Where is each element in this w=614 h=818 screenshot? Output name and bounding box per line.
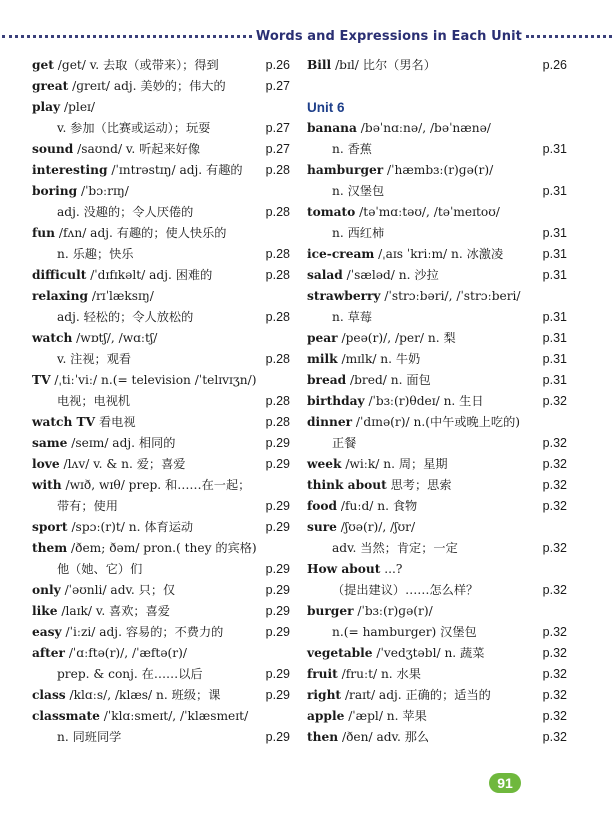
vocab-entry-text: dinner /ˈdɪnə(r)/ n.(中午或晚上吃的) [307, 415, 521, 429]
vocab-entry-text: 正餐 [332, 436, 357, 450]
vocab-entry [32, 202, 290, 223]
vocab-entry [32, 412, 290, 433]
page-reference: p.28 [265, 352, 290, 366]
page-reference: p.32 [542, 709, 567, 723]
vocab-entry [307, 643, 567, 664]
vocab-entry-text: relaxing /rɪˈlæksɪŋ/ [32, 289, 154, 303]
vocab-entry [32, 433, 290, 454]
page-reference: p.26 [265, 58, 290, 72]
vocab-entry [32, 538, 290, 559]
page-reference: p.32 [542, 457, 567, 471]
unit-heading [307, 97, 567, 118]
page-reference: p.31 [542, 184, 567, 198]
vocab-entry [307, 265, 567, 286]
vocab-entry [32, 349, 290, 370]
header-dotted-rule-left [2, 35, 252, 38]
vocab-entry [32, 181, 290, 202]
vocab-entry-text: great /ɡreɪt/ adj. 美妙的；伟大的 [32, 79, 226, 93]
vocab-entry-text: boring /ˈbɔːrɪŋ/ [32, 184, 129, 198]
headword: sport [32, 520, 68, 534]
vocab-entry [32, 475, 290, 496]
page-reference: p.32 [542, 646, 567, 660]
page-reference: p.31 [542, 268, 567, 282]
vocab-entry [307, 370, 567, 391]
headword: love [32, 457, 60, 471]
vocab-entry [307, 727, 567, 748]
vocab-entry [32, 76, 290, 97]
vocab-entry [307, 55, 567, 76]
page-reference: p.27 [265, 79, 290, 93]
headword: sure [307, 520, 337, 534]
page-reference: p.28 [265, 310, 290, 324]
vocab-entry-text: hamburger /ˈhæmbɜː(r)ɡə(r)/ [307, 163, 494, 177]
page-header [0, 24, 614, 48]
page-number: 91 [497, 775, 513, 791]
vocab-entry [32, 139, 290, 160]
vocab-entry-text: v. 参加（比赛或运动）；玩耍 [57, 121, 211, 135]
headword: watch TV [32, 415, 96, 429]
vocab-entry-text: like /laɪk/ v. 喜欢；喜爱 [32, 604, 170, 618]
headword: salad [307, 268, 343, 282]
vocab-entry [32, 286, 290, 307]
vocab-entry [307, 622, 567, 643]
page-reference: p.27 [265, 121, 290, 135]
page-reference: p.29 [265, 667, 290, 681]
header-title: Words and Expressions in Each Unit [255, 28, 522, 44]
vocab-entry [32, 307, 290, 328]
page-reference: p.32 [542, 667, 567, 681]
vocab-entry-text: watch /wɒtʃ/, /wɑːtʃ/ [32, 331, 158, 345]
vocab-entry [307, 202, 567, 223]
vocab-entry-text: only /ˈəʊnli/ adv. 只；仅 [32, 583, 176, 597]
headword: after [32, 646, 65, 660]
vocab-entry-text: （提出建议）……怎么样？ [332, 583, 479, 597]
vocab-entry-text: adj. 轻松的；令人放松的 [57, 310, 194, 324]
headword: milk [307, 352, 338, 366]
vocab-entry-text: classmate /ˈklɑːsmeɪt/, /ˈklæsmeɪt/ [32, 709, 249, 723]
vocab-entry [307, 706, 567, 727]
vocab-entry-text: tomato /təˈmɑːtəʊ/, /təˈmeɪtoʊ/ [307, 205, 500, 219]
vocab-entry [307, 328, 567, 349]
headword: easy [32, 625, 62, 639]
vocab-entry-text: then /ðen/ adv. 那么 [307, 730, 430, 744]
vocab-entry-text: v. 注视；观看 [57, 352, 132, 366]
vocab-entry-text: sound /saʊnd/ v. 听起来好像 [32, 142, 201, 156]
headword: interesting [32, 163, 108, 177]
vocab-entry-text: vegetable /ˈvedʒtəbl/ n. 蔬菜 [307, 646, 485, 660]
headword: only [32, 583, 61, 597]
vocab-entry-text: class /klɑːs/, /klæs/ n. 班级；课 [32, 688, 221, 702]
vocab-entry-text: bread /bred/ n. 面包 [307, 373, 431, 387]
page-reference: p.29 [265, 604, 290, 618]
vocab-entry-text: birthday /ˈbɜː(r)θdeɪ/ n. 生日 [307, 394, 484, 408]
vocab-entry [32, 328, 290, 349]
vocab-entry-text: easy /ˈiːzi/ adj. 容易的；不费力的 [32, 625, 224, 639]
vocab-entry [307, 244, 567, 265]
vocab-entry [307, 307, 567, 328]
page-reference: p.32 [542, 541, 567, 555]
page-reference: p.31 [542, 142, 567, 156]
headword: tomato [307, 205, 356, 219]
vocab-entry [307, 475, 567, 496]
page-reference: p.32 [542, 478, 567, 492]
vocab-entry-text: Bill /bɪl/ 比尔（男名） [307, 58, 436, 72]
unit-heading-text: Unit 6 [307, 100, 345, 115]
vocab-entry [32, 601, 290, 622]
headword: boring [32, 184, 78, 198]
vocab-entry-text: burger /ˈbɜː(r)ɡə(r)/ [307, 604, 433, 618]
vocab-entry-text: love /lʌv/ v. & n. 爱；喜爱 [32, 457, 186, 471]
page-reference: p.29 [265, 520, 290, 534]
vocab-entry [307, 349, 567, 370]
vocab-entry-text: same /seɪm/ adj. 相同的 [32, 436, 176, 450]
page-reference: p.32 [542, 688, 567, 702]
vocab-entry-text: pear /peə(r)/, /per/ n. 梨 [307, 331, 456, 345]
page-reference: p.28 [265, 268, 290, 282]
vocab-entry-text: strawberry /ˈstrɔːbəri/, /ˈstrɔːberi/ [307, 289, 521, 303]
vocab-entry [307, 433, 567, 454]
vocab-entry-text: ice-cream /ˌaɪs ˈkriːm/ n. 冰激凌 [307, 247, 504, 261]
page-reference: p.28 [265, 205, 290, 219]
vocab-entry [32, 223, 290, 244]
headword: class [32, 688, 66, 702]
vocab-entry [32, 580, 290, 601]
vocab-entry [307, 391, 567, 412]
vocab-entry-text: n. 同班同学 [57, 730, 122, 744]
vocab-entry [307, 160, 567, 181]
vocab-entry [32, 391, 290, 412]
page-reference: p.29 [265, 562, 290, 576]
vocab-entry [32, 706, 290, 727]
page-reference: p.31 [542, 310, 567, 324]
vocab-entry [307, 601, 567, 622]
vocab-entry-text: 带有；使用 [57, 499, 118, 513]
page-reference: p.28 [265, 163, 290, 177]
headword: How about [307, 562, 381, 576]
vocab-entry-text: adj. 没趣的；令人厌倦的 [57, 205, 194, 219]
vocab-entry-text: n. 香蕉 [332, 142, 372, 156]
headword: week [307, 457, 342, 471]
vocab-entry [32, 664, 290, 685]
vocab-entry [307, 496, 567, 517]
vocab-entry-text: week /wiːk/ n. 周；星期 [307, 457, 448, 471]
vocab-entry-text: n. 乐趣；快乐 [57, 247, 134, 261]
headword: think about [307, 478, 387, 492]
page-reference: p.29 [265, 625, 290, 639]
vocab-entry-text: them /ðem; ðəm/ pron.( they 的宾格) [32, 541, 257, 555]
vocab-entry-text: play /pleɪ/ [32, 100, 96, 114]
headword: strawberry [307, 289, 381, 303]
headword: vegetable [307, 646, 373, 660]
vocab-entry-text: n. 草莓 [332, 310, 372, 324]
vocab-entry-text: How about ...? [307, 562, 403, 576]
vocab-entry [32, 265, 290, 286]
vocab-entry-text: adv. 当然；肯定；一定 [332, 541, 458, 555]
headword: apple [307, 709, 345, 723]
vocab-entry [307, 559, 567, 580]
vocab-entry-text: n. 汉堡包 [332, 184, 385, 198]
vocab-entry [307, 118, 567, 139]
page-reference: p.32 [542, 730, 567, 744]
page-reference: p.31 [542, 226, 567, 240]
right-column [307, 55, 567, 748]
vocab-entry [32, 160, 290, 181]
left-column [32, 55, 290, 748]
vocab-entry-text: banana /bəˈnɑːnə/, /bəˈnænə/ [307, 121, 491, 135]
headword: burger [307, 604, 354, 618]
page-number-badge [489, 773, 521, 793]
vocab-entry [307, 685, 567, 706]
page-reference: p.26 [542, 58, 567, 72]
vocab-entry-text: sport /spɔː(r)t/ n. 体育运动 [32, 520, 194, 534]
vocab-entry-text: sure /ʃʊə(r)/, /ʃʊr/ [307, 520, 416, 534]
page-reference: p.29 [265, 688, 290, 702]
headword: with [32, 478, 62, 492]
vocab-entry [32, 559, 290, 580]
vocab-entry-text: n. 西红柿 [332, 226, 385, 240]
vocab-entry [307, 538, 567, 559]
headword: right [307, 688, 342, 702]
page-reference: p.29 [265, 457, 290, 471]
vocab-entry-text: after /ˈɑːftə(r)/, /ˈæftə(r)/ [32, 646, 187, 660]
page-reference: p.28 [265, 247, 290, 261]
vocab-entry [32, 370, 290, 391]
vocab-entry-text: apple /ˈæpl/ n. 苹果 [307, 709, 427, 723]
vocab-entry [307, 454, 567, 475]
headword: like [32, 604, 58, 618]
headword: dinner [307, 415, 353, 429]
vocab-entry [307, 139, 567, 160]
page-reference: p.31 [542, 373, 567, 387]
headword: bread [307, 373, 347, 387]
page-reference: p.31 [542, 247, 567, 261]
vocab-entry [307, 580, 567, 601]
vocab-entry-text: watch TV 看电视 [32, 415, 136, 429]
headword: fruit [307, 667, 338, 681]
vocab-entry-text: n.(= hamburger) 汉堡包 [332, 625, 477, 639]
vocab-entry [32, 496, 290, 517]
vocab-entry-text: with /wɪð, wɪθ/ prep. 和……在一起； [32, 478, 251, 492]
page-reference: p.32 [542, 625, 567, 639]
page-reference: p.28 [265, 394, 290, 408]
vocab-entry [32, 454, 290, 475]
headword: then [307, 730, 339, 744]
vocab-entry [32, 643, 290, 664]
vocab-entry [307, 412, 567, 433]
vocab-entry-text: food /fuːd/ n. 食物 [307, 499, 418, 513]
vocab-entry [307, 664, 567, 685]
page-reference: p.32 [542, 394, 567, 408]
headword: banana [307, 121, 357, 135]
page-reference: p.32 [542, 499, 567, 513]
headword: birthday [307, 394, 365, 408]
headword: watch [32, 331, 73, 345]
vocab-entry [32, 97, 290, 118]
headword: them [32, 541, 68, 555]
vocab-entry-text: 电视；电视机 [57, 394, 131, 408]
vocab-entry-text: prep. & conj. 在……以后 [57, 667, 203, 681]
vocab-entry-text: think about 思考；思索 [307, 478, 452, 492]
headword: relaxing [32, 289, 88, 303]
headword: great [32, 79, 69, 93]
page-reference: p.29 [265, 730, 290, 744]
vocab-entry [32, 244, 290, 265]
page-reference: p.29 [265, 499, 290, 513]
vocab-entry [307, 181, 567, 202]
page-reference: p.28 [265, 415, 290, 429]
page-reference: p.32 [542, 436, 567, 450]
vocab-entry [32, 622, 290, 643]
headword: play [32, 100, 61, 114]
vocab-entry-text: get /get/ v. 去取（或带来）；得到 [32, 58, 219, 72]
headword: hamburger [307, 163, 384, 177]
vocab-entry [32, 118, 290, 139]
vocab-entry [307, 76, 567, 97]
vocab-entry-text: fun /fʌn/ adj. 有趣的；使人快乐的 [32, 226, 227, 240]
vocab-entry-text: interesting /ˈɪntrəstɪŋ/ adj. 有趣的 [32, 163, 243, 177]
page-reference: p.29 [265, 436, 290, 450]
page-reference: p.32 [542, 583, 567, 597]
headword: classmate [32, 709, 100, 723]
vocab-entry [307, 286, 567, 307]
headword: sound [32, 142, 74, 156]
vocab-entry [32, 517, 290, 538]
vocab-entry [307, 223, 567, 244]
vocab-entry [32, 685, 290, 706]
vocab-entry-text: TV /ˌtiːˈviː/ n.(= television /ˈtelɪvɪʒn/) [32, 373, 257, 387]
vocab-entry-text: salad /ˈsæləd/ n. 沙拉 [307, 268, 439, 282]
vocab-entry [32, 55, 290, 76]
vocab-entry-text: difficult /ˈdɪfɪkəlt/ adj. 困难的 [32, 268, 213, 282]
headword: same [32, 436, 68, 450]
headword: pear [307, 331, 338, 345]
headword: ice-cream [307, 247, 375, 261]
page-reference: p.29 [265, 583, 290, 597]
vocab-entry-text: fruit /fruːt/ n. 水果 [307, 667, 421, 681]
headword: TV [32, 373, 51, 387]
vocab-entry [307, 517, 567, 538]
headword: get [32, 58, 54, 72]
page-reference: p.31 [542, 352, 567, 366]
headword: food [307, 499, 338, 513]
vocab-entry-text: right /raɪt/ adj. 正确的；适当的 [307, 688, 491, 702]
headword: fun [32, 226, 55, 240]
page-reference: p.31 [542, 331, 567, 345]
header-dotted-rule-right [526, 35, 612, 38]
vocab-entry-text: 他（她、它）们 [57, 562, 143, 576]
page-reference: p.27 [265, 142, 290, 156]
headword: difficult [32, 268, 87, 282]
vocab-entry-text: milk /mɪlk/ n. 牛奶 [307, 352, 421, 366]
vocab-entry [32, 727, 290, 748]
headword: Bill [307, 58, 332, 72]
